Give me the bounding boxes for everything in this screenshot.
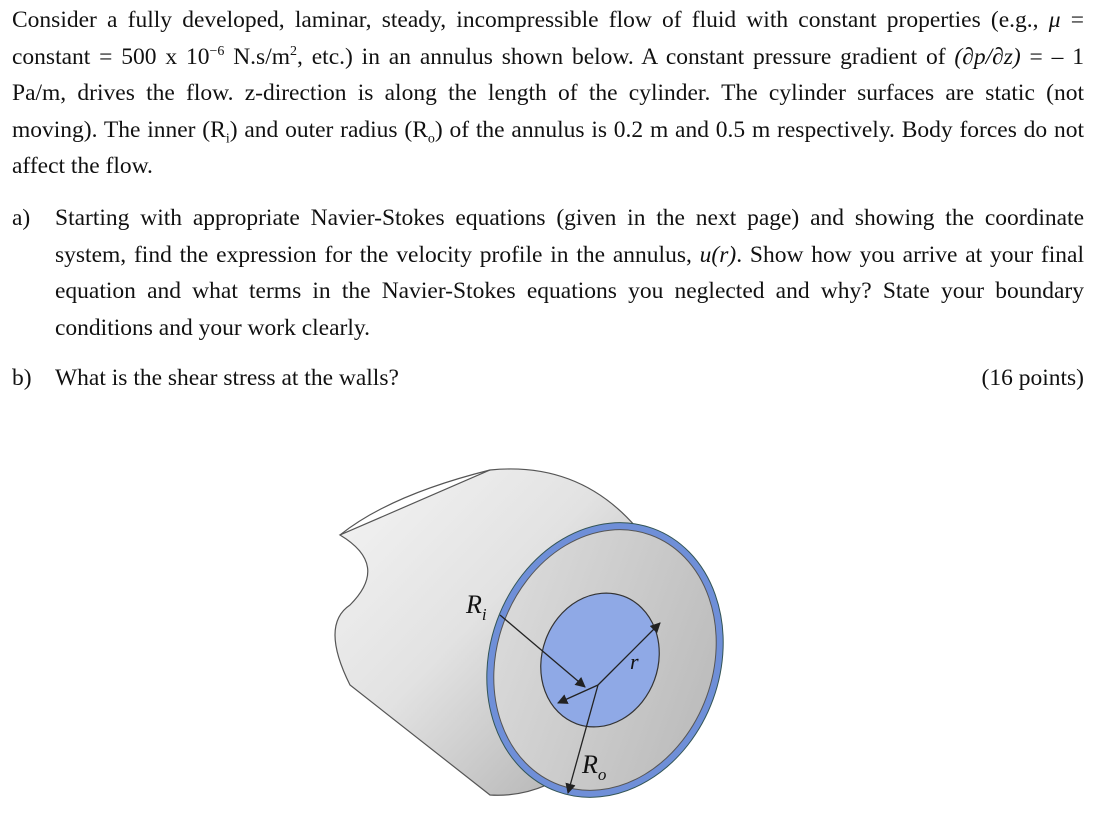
mu-symbol: μ — [1048, 7, 1061, 33]
part-a-label: a) — [12, 205, 31, 231]
velocity-profile: u(r) — [699, 241, 737, 268]
part-b-text: What is the shear stress at the walls? — [55, 365, 399, 391]
points-label: (16 points) — [981, 365, 1084, 391]
label-r: r — [630, 649, 639, 674]
label-ro: $R_o$ — [582, 750, 607, 784]
problem-statement: Consider a fully developed, laminar, steady, incompressible flow of fluid with constant properties (e.g., μ = constant = 500 x $10^{-6}$ $N.s/m^2$, etc.) in an annulus shown below. A constant pressure gradient of (∂p/∂z) = – 1 Pa/m, drives the flow. z-direction is along the length of the cylinder. The cylinder surfaces are static (not moving). The inner $(R_i)$ and outer radius $(R_o)$ of the annulus is 0.2 m and 0.5 m respectively. Body forces do not affect the flow. — [12, 7, 1084, 179]
part-b-label: b) — [12, 365, 32, 391]
pressure-gradient: (∂p/∂z) — [954, 43, 1021, 70]
part-a-text: Starting with appropriate Navier-Stokes equations (given in the next page) and showing the coordinate system, find the expression for the velocity profile in the annulus, u(r). Show how you arrive at your final equation and what terms in the Navier-Stokes equations you neglected and why? State your boundary conditions and your work clearly. — [55, 205, 1084, 341]
annulus-figure — [330, 455, 750, 815]
part-b — [12, 360, 1084, 397]
part-a — [12, 200, 1084, 346]
label-ri: $R_i$ — [466, 590, 487, 624]
